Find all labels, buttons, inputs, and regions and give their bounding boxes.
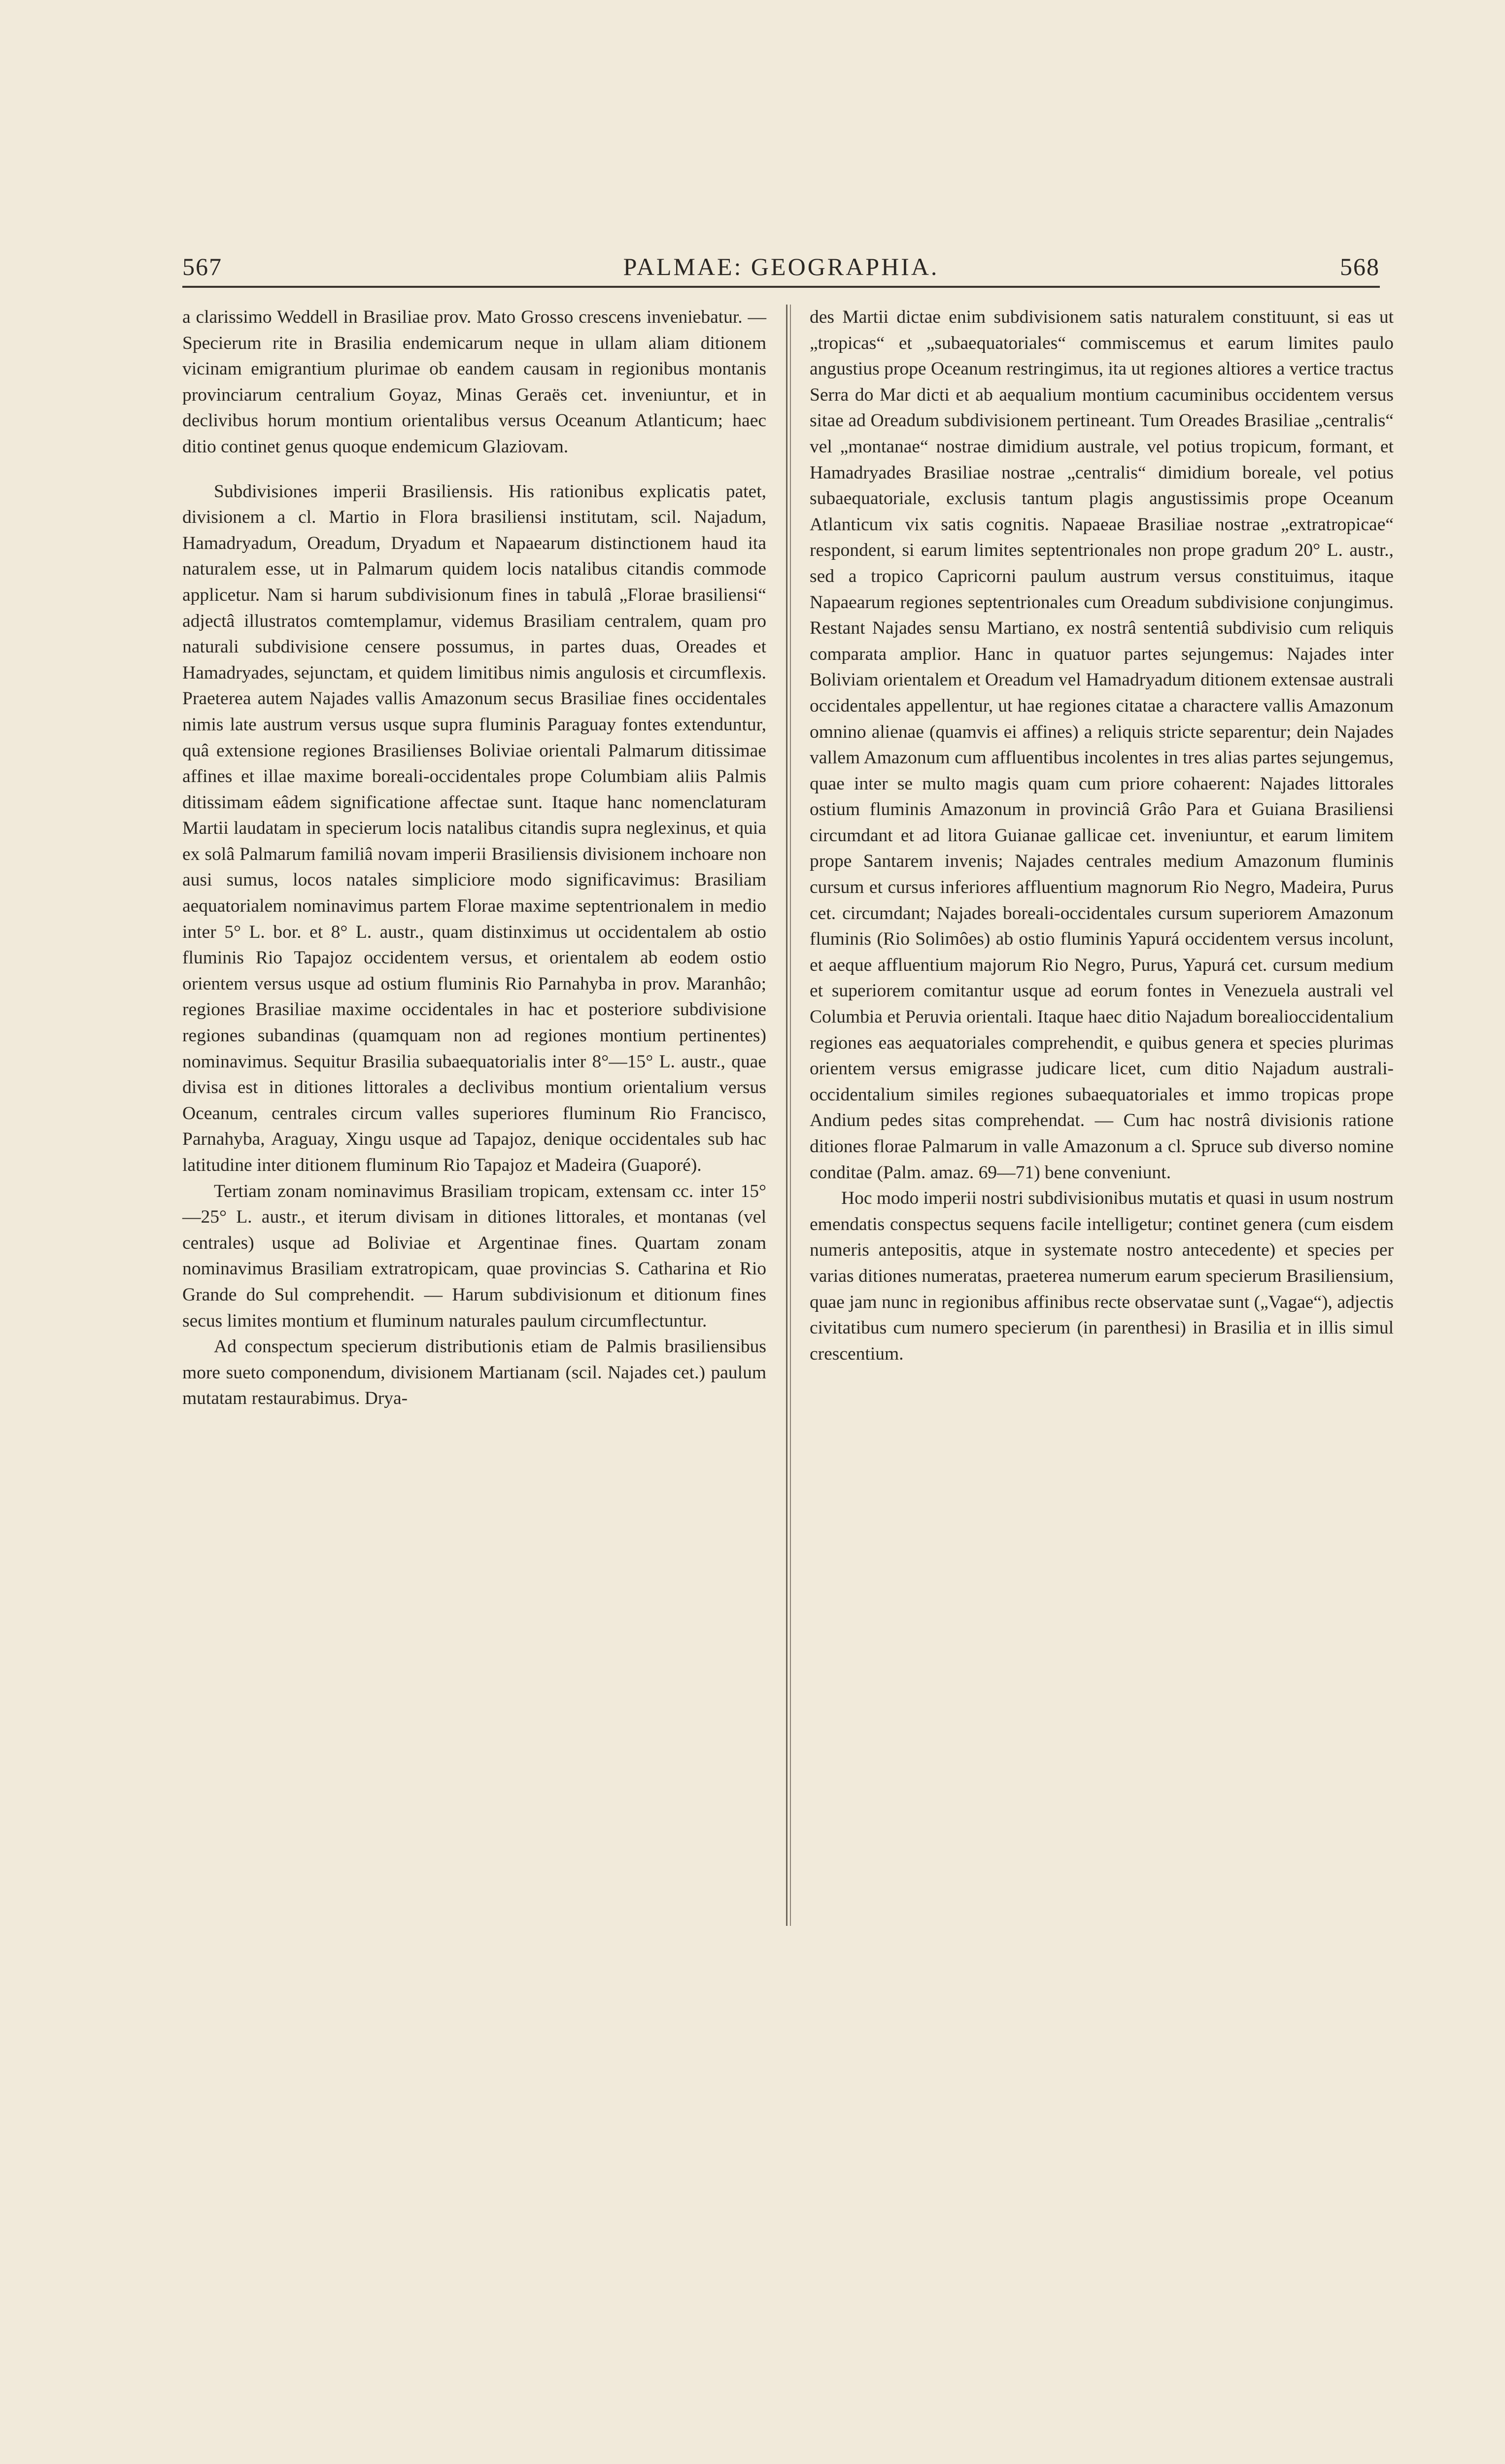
paragraph: Subdivisiones imperii Brasiliensis. His rationibus explicatis patet, divisionem a cl. Martio in Flora brasiliensi institutam, scil. Najadum, Hamadryadum, Oreadum, Dryadum et Napaearum distinctionem haud ita naturalem esse, ut in Palmarum quidem locis natalibus citandis commode applicetur. Nam si harum subdivisionum fines in tabulâ „Florae brasiliensi“ adjectâ illustratos comtemplamur, videmus Brasiliam centralem, quam pro naturali subdivisione censere possumus, in partes duas, Oreades et Hamadryades, sejunctam, et quidem limitibus nimis angulosis et circumflexis. Praeterea autem Najades vallis Amazonum secus Brasiliae fines occidentales nimis late austrum versus usque supra fluminis Paraguay fontes extenduntur, quâ extensione regiones Brasilienses Boliviae orientali Palmarum ditissimae affines et illae maxime boreali-occidentales prope Columbiam aliis Palmis ditissimam eâdem significatione affectae sunt. Itaque hanc nomenclaturam Martii laudatam in specierum locis natalibus citandis supra neglexinus, et quia ex solâ Palmarum familiâ novam imperii Brasiliensis divisionem inchoare non ausi sumus, locos natales simpliciore modo significavimus: Brasiliam aequatorialem nominavimus partem Florae maxime septentrionalem in medio inter 5° L. bor. et 8° L. austr., quam distinximus ut occidentalem ab ostio fluminis Rio Tapajoz occidentem versus, et orientalem ab eodem ostio orientem versus usque ad ostium fluminis Rio Parnahyba in prov. Maranhâo; regiones Brasiliae maxime occidentales in hac et posteriore subdivisione regiones subandinas (quamquam non ad regiones montium pertinentes) nominavimus. Sequitur Brasilia subaequatorialis inter 8°—15° L. austr., quae divisa est in ditiones littorales a declivibus montium orientalium versus Oceanum, centrales circum valles superiores fluminum Rio Francisco, Parnahyba, Araguay, Xingu usque ad Tapajoz, denique occidentales sub hac latitudine inter ditionem fluminum Rio Tapajoz et Madeira (Guaporé). [182, 481, 766, 1175]
column-divider [786, 305, 787, 1926]
paragraph: Hoc modo imperii nostri subdivisionibus mutatis et quasi in usum nostrum emendatis conspectus sequens facile intelligetur; continet genera (cum eisdem numeris antepositis, atque in systemate nostro antecedente) et species per varias ditiones numeratas, praeterea numerum earum specierum Brasiliensium, quae jam nunc in regionibus affinibus recte observatae sunt („Vagae“), adjectis civitatibus cum numero specierum (in parenthesi) in Brasilia et in illis simul crescentium. [810, 1188, 1394, 1364]
left-column [182, 305, 766, 1412]
header-rule [182, 286, 1380, 288]
page-number-right: 568 [1340, 253, 1380, 280]
paragraph: des Martii dictae enim subdivisionem satis naturalem constituunt, si eas ut „tropicas“ et „subaequatoriales“ commiscemus et earum limites paulo angustius prope Oceanum restringimus, ita ut regiones altiores a vertice tractus Serra do Mar dicti et ab aequalium montium cacuminibus occidentem versus sitae ad Oreadum subdivisionem pertineant. Tum Oreades Brasiliae „centralis“ vel „montanae“ nostrae dimidium australe, vel potius tropicum, formant, et Hamadryades Brasiliae nostrae „centralis“ dimidium boreale, vel potius subaequatoriale, exclusis tantum plagis angustissimis prope Oceanum Atlanticum vix satis cognitis. Napaeae Brasiliae nostrae „extratropicae“ respondent, si earum limites septentrionales non prope gradum 20° L. austr., sed a tropico Capricorni paulum austrum versus constituimus, itaque Napaearum regiones septentrionales cum Oreadum subdivisione conjungimus. Restant Najades sensu Martiano, ex nostrâ sententiâ subdivisio cum reliquis comparata amplior. Hanc in quatuor partes sejungemus: Najades inter Boliviam orientalem et Oreadum vel Hamadryadum ditionem extensae australi occidentales appellentur, ut hae regiones citatae a charactere vallis Amazonum omnino alienae (quamvis ei affines) a reliquis stricte separentur; dein Najades vallem Amazonum cum affluentibus incolentes in tres alias partes sejungemus, quae inter se multo magis quam cum priore cohaerent: Najades littorales ostium fluminis Amazonum in provinciâ Grâo Para et Guiana Brasiliensi circumdant et ad litora Guianae gallicae cet. inveniuntur, et earum limitem prope Santarem invenis; Najades centrales medium Amazonum fluminis cursum et cursus inferiores affluentium magnorum Rio Negro, Madeira, Purus cet. circumdant; Najades boreali-occidentales cursum superiorem Amazonum fluminis (Rio Solimôes) ab ostio fluminis Yapurá occidentem versus incolunt, et aeque affluentium majorum Rio Negro, Purus, Yapurá cet. cursum medium et superiorem comitantur usque ad eorum fontes in Venezuela australi vel Columbia et Peruvia orientali. Itaque haec ditio Najadum borealioccidentalium regiones eas aequatoriales comprehendit, e quibus genera et species plurimas orientem versus emigrasse judicare licet, cum ditio Najadum australi-occidentalium similes regiones subaequatoriales et immo tropicas prope Andium pedes sitas comprehendat. — Cum hac nostrâ divisionis ratione ditiones florae Palmarum in valle Amazonum a cl. Spruce sub diverso nomine conditae (Palm. amaz. 69—71) bene conveniunt. [810, 307, 1394, 1183]
right-column [810, 305, 1394, 1367]
paragraph: Ad conspectum specierum distributionis etiam de Palmis brasiliensibus more sueto componendum, divisionem Martianam (scil. Najades cet.) paulum mutatam restaurabimus. Drya- [182, 1336, 766, 1409]
page-number-left: 567 [182, 253, 222, 280]
running-title: PALMAE: GEOGRAPHIA. [623, 253, 939, 280]
paragraph: a clarissimo Weddell in Brasiliae prov. Mato Grosso crescens inveniebatur. — Specierum rite in Brasilia endemicarum neque in ullam aliam ditionem vicinam emigrantium plurimae ob eandem causam in regionibus montanis provinciarum centralium Goyaz, Minas Geraës cet. inveniuntur, et in declivibus horum montium orientalibus versus Oceanum Atlanticum; haec ditio continet genus quoque endemicum Glaziovam. [182, 307, 766, 457]
column-divider [790, 305, 791, 1926]
paragraph: Tertiam zonam nominavimus Brasiliam tropicam, extensam cc. inter 15°—25° L. austr., et iterum divisam in ditiones littorales, et montanas (vel centrales) usque ad Boliviae et Argentinae fines. Quartam zonam nominavimus Brasiliam extratropicam, quae provincias S. Catharina et Rio Grande do Sul comprehendit. — Harum subdivisionum et ditionum fines secus limites montium et fluminum naturales paulum circumflectuntur. [182, 1181, 766, 1331]
